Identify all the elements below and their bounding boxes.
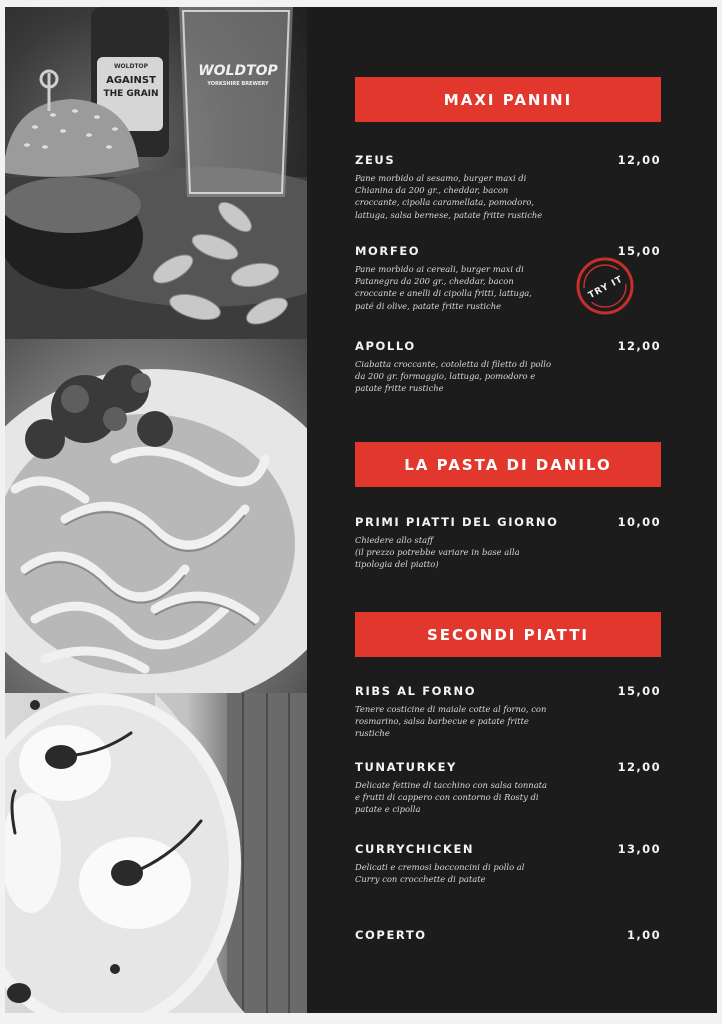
bottle-line2-label: THE GRAIN: [103, 89, 159, 99]
section-title-maxi-panini: MAXI PANINI: [443, 90, 573, 109]
item-desc-tunaturkey: [355, 779, 585, 816]
desc-line: rustiche: [355, 728, 390, 739]
bottle-brand-label: WOLDTOP: [113, 63, 149, 70]
photo-column: [5, 7, 307, 1013]
desc-line: Patanegra da 200 gr., cheddar, bacon: [355, 276, 514, 287]
item-price-apollo: 12,00: [617, 339, 661, 353]
item-desc-apollo: [355, 358, 585, 395]
desc-line: croccante e anelli di cipolla fritti, lattuga,: [355, 288, 532, 299]
desc-line: (il prezzo potrebbe variare in base alla: [355, 547, 520, 558]
glass-sub-label: YORKSHIRE BREWERY: [207, 81, 269, 87]
desc-line: Delicati e cremosi bocconcini di pollo al: [355, 862, 525, 872]
desc-line: tipologia del piatto): [355, 559, 439, 570]
section-title-pasta: LA PASTA DI DANILO: [404, 455, 612, 474]
section-banner-pasta: [355, 442, 661, 487]
pasta-illustration: [5, 339, 307, 693]
item-name-morfeo: MORFEO: [355, 244, 421, 258]
item-price-currychicken: 13,00: [617, 842, 661, 856]
item-price-morfeo: 15,00: [617, 244, 661, 258]
glass-brand-label: WOLDTOP: [198, 63, 278, 79]
section-banner-maxi-panini: [355, 77, 661, 122]
item-price-ribs: 15,00: [617, 684, 661, 698]
item-desc-currychicken: [355, 861, 585, 885]
item-desc-zeus: [355, 172, 585, 221]
bottle-line1-label: AGAINST: [106, 75, 156, 86]
burger-photo: [5, 7, 307, 339]
item-desc-ribs: [355, 703, 585, 740]
desc-line: Curry con crocchette di patate: [355, 874, 486, 885]
desc-line: patate fritte rustiche: [355, 383, 444, 394]
item-name-ribs: RIBS AL FORNO: [355, 684, 477, 698]
item-price-primi: 10,00: [617, 515, 661, 529]
desc-line: rosmarino, salsa barbecue e patate fritte: [355, 716, 529, 727]
item-name-apollo: APOLLO: [355, 339, 416, 353]
plate-photo: [5, 693, 307, 1013]
pasta-photo: [5, 339, 307, 693]
desc-line: paté di olive, patate fritte rustiche: [355, 300, 502, 311]
section-banner-secondi: [355, 612, 661, 657]
burger-illustration: [5, 7, 307, 339]
try-it-stamp: [575, 256, 635, 316]
menu-page: [5, 7, 717, 1013]
desc-line: e frutti di cappero con contorno di Rosty di: [355, 792, 539, 803]
item-name-zeus: ZEUS: [355, 153, 396, 167]
item-price-tunaturkey: 12,00: [617, 760, 661, 774]
item-name-currychicken: CURRYCHICKEN: [355, 842, 475, 856]
desc-line: Ciabatta croccante, cotoletta di filetto di pollo: [355, 359, 551, 369]
item-name-primi: PRIMI PIATTI DEL GIORNO: [355, 515, 559, 529]
item-name-tunaturkey: TUNATURKEY: [355, 760, 457, 774]
item-desc-primi: [355, 534, 585, 571]
menu-column: [307, 7, 717, 1013]
desc-line: croccante, cipolla caramellata, pomodoro,: [355, 197, 535, 208]
item-name-coperto: COPERTO: [355, 928, 427, 942]
desc-line: Pane morbido ai cereali, burger maxi di: [355, 264, 524, 274]
item-desc-morfeo: [355, 263, 585, 312]
desc-line: patate e cipolla: [355, 804, 421, 815]
desc-line: Chiedere allo staff: [355, 535, 434, 545]
desc-line: Tenere costicine di maiale cotte al forno, con: [355, 704, 547, 714]
stamp-text: TRY IT: [586, 274, 625, 302]
desc-line: lattuga, salsa bernese, patate fritte rustiche: [355, 209, 543, 220]
desc-line: Delicate fettine di tacchino con salsa tonnata: [355, 780, 548, 790]
desc-line: Pane morbido al sesamo, burger maxi di: [355, 173, 527, 183]
section-title-secondi: SECONDI PIATTI: [426, 625, 590, 644]
item-price-zeus: 12,00: [617, 153, 661, 167]
plate-illustration: [5, 693, 307, 1013]
desc-line: Chianina da 200 gr., cheddar, bacon: [355, 185, 509, 196]
item-price-coperto: 1,00: [627, 928, 661, 942]
desc-line: da 200 gr. formaggio, lattuga, pomodoro e: [355, 371, 536, 382]
